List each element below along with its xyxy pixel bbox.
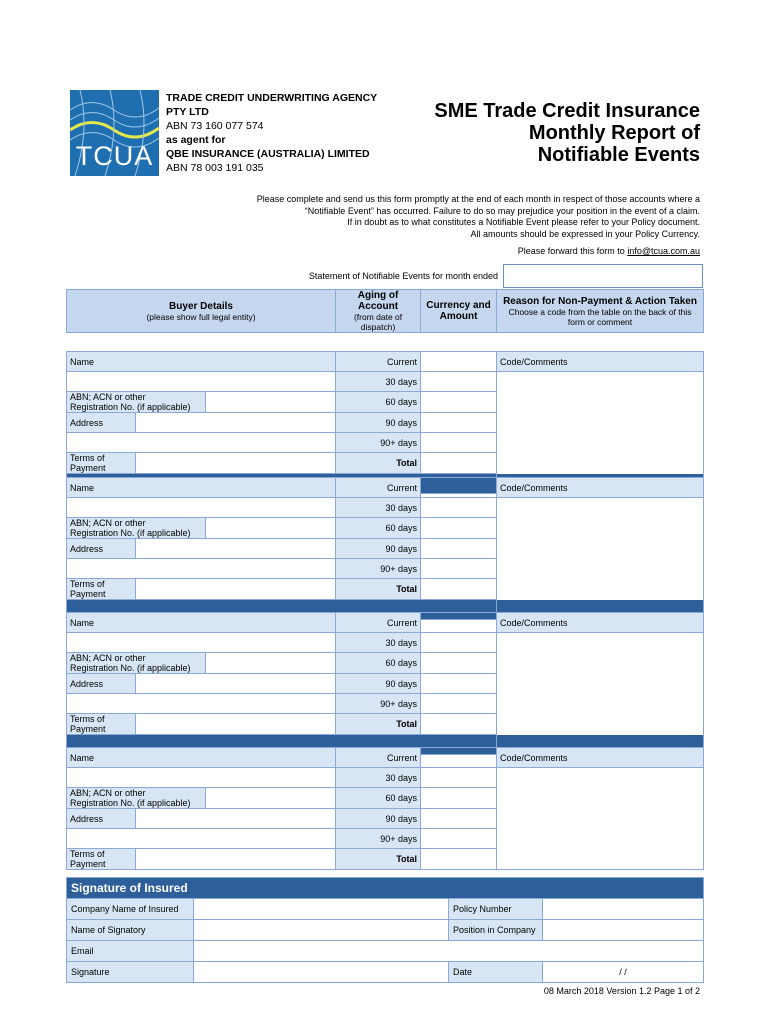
address-label: Address bbox=[67, 539, 136, 559]
aging-current: Current bbox=[336, 352, 421, 372]
abn-field[interactable] bbox=[206, 518, 336, 539]
amount-total[interactable] bbox=[421, 714, 497, 735]
intro-line: If in doubt as to what constitutes a Notifiable Event please refer to your Policy document. bbox=[347, 217, 700, 227]
name-label: Name bbox=[67, 352, 336, 372]
amount-30[interactable] bbox=[421, 372, 497, 392]
aging-90: 90 days bbox=[336, 539, 421, 559]
forward-note bbox=[518, 246, 700, 256]
amount-60[interactable] bbox=[421, 392, 497, 413]
amount-90[interactable] bbox=[421, 539, 497, 559]
amount-total[interactable] bbox=[421, 579, 497, 600]
terms-field[interactable] bbox=[136, 714, 336, 735]
intro-text bbox=[100, 194, 700, 240]
email-label: Email bbox=[67, 941, 194, 962]
currency-header: Currency and Amount bbox=[426, 300, 491, 322]
aging-90plus: 90+ days bbox=[336, 829, 421, 849]
amount-90plus[interactable] bbox=[421, 694, 497, 714]
buyer-block bbox=[66, 477, 704, 620]
title-line3: Notifiable Events bbox=[537, 144, 700, 166]
buyer-details-header: Buyer Details bbox=[169, 300, 233, 312]
terms-label: Terms of Payment bbox=[67, 714, 136, 735]
amount-90plus[interactable] bbox=[421, 829, 497, 849]
signature-heading: Signature of Insured bbox=[67, 878, 704, 899]
company-name-label: Company Name of Insured bbox=[67, 899, 194, 920]
name-label: Name bbox=[67, 613, 336, 633]
reason-header: Reason for Non-Payment & Action Taken bbox=[503, 295, 697, 307]
aging-60: 60 days bbox=[336, 653, 421, 674]
aging-90: 90 days bbox=[336, 809, 421, 829]
signature-section bbox=[66, 877, 704, 983]
title-line1: SME Trade Credit Insurance bbox=[434, 100, 700, 122]
aging-current: Current bbox=[336, 478, 421, 498]
name-label: Name bbox=[67, 478, 336, 498]
date-field[interactable]: / / bbox=[543, 962, 704, 983]
buyer-block bbox=[66, 747, 704, 870]
aging-total: Total bbox=[336, 453, 421, 474]
amount-60[interactable] bbox=[421, 653, 497, 674]
amount-90[interactable] bbox=[421, 809, 497, 829]
company-abn: ABN 73 160 077 574 bbox=[166, 120, 264, 132]
aging-90plus: 90+ days bbox=[336, 433, 421, 453]
insurer-name: QBE INSURANCE (AUSTRALIA) LIMITED bbox=[166, 148, 370, 160]
abn-field[interactable] bbox=[206, 788, 336, 809]
name-field[interactable] bbox=[67, 768, 336, 788]
terms-field[interactable] bbox=[136, 579, 336, 600]
aging-90plus: 90+ days bbox=[336, 559, 421, 579]
company-name-line1: TRADE CREDIT UNDERWRITING AGENCY bbox=[166, 92, 378, 104]
tcua-logo bbox=[70, 90, 159, 176]
address-field-2[interactable] bbox=[67, 829, 336, 849]
company-name-line2: PTY LTD bbox=[166, 106, 209, 118]
address-label: Address bbox=[67, 413, 136, 433]
notifiable-events-table bbox=[66, 289, 704, 333]
aging-total: Total bbox=[336, 579, 421, 600]
company-name-field[interactable] bbox=[194, 899, 449, 920]
name-field[interactable] bbox=[67, 633, 336, 653]
document-title bbox=[434, 100, 700, 166]
amount-30[interactable] bbox=[421, 498, 497, 518]
amount-90plus[interactable] bbox=[421, 559, 497, 579]
abn-field[interactable] bbox=[206, 653, 336, 674]
amount-current[interactable] bbox=[421, 748, 497, 768]
terms-field[interactable] bbox=[136, 849, 336, 870]
address-label: Address bbox=[67, 674, 136, 694]
aging-30: 30 days bbox=[336, 372, 421, 392]
aging-60: 60 days bbox=[336, 788, 421, 809]
aging-header: Aging of Account bbox=[357, 290, 399, 312]
name-label: Name bbox=[67, 748, 336, 768]
table-header bbox=[67, 290, 704, 333]
aging-current: Current bbox=[336, 613, 421, 633]
amount-total[interactable] bbox=[421, 453, 497, 474]
reason-subheader: Choose a code from the table on the back of this form or comment bbox=[508, 306, 692, 327]
code-comments-label: Code/Comments bbox=[497, 613, 704, 633]
signatory-label: Name of Signatory bbox=[67, 920, 194, 941]
amount-current[interactable] bbox=[421, 478, 497, 498]
email-link[interactable]: info@tcua.com.au bbox=[627, 246, 700, 256]
position-label: Position in Company bbox=[449, 920, 543, 941]
aging-30: 30 days bbox=[336, 633, 421, 653]
address-field-2[interactable] bbox=[67, 433, 336, 453]
amount-30[interactable] bbox=[421, 768, 497, 788]
abn-field[interactable] bbox=[206, 392, 336, 413]
address-field[interactable] bbox=[136, 674, 336, 694]
forward-text: Please forward this form to bbox=[517, 246, 628, 256]
intro-line: Please complete and send us this form promptly at the end of each month in respect of those accounts where a bbox=[256, 194, 700, 204]
aging-subheader: (from date of dispatch) bbox=[353, 312, 403, 332]
signature-field[interactable] bbox=[194, 962, 449, 983]
logo-text: TCUA bbox=[75, 141, 154, 171]
amount-60[interactable] bbox=[421, 788, 497, 809]
buyer-block bbox=[66, 612, 704, 755]
name-field[interactable] bbox=[67, 498, 336, 518]
amount-current[interactable] bbox=[421, 613, 497, 633]
email-field[interactable] bbox=[194, 941, 704, 962]
date-label: Date bbox=[449, 962, 543, 983]
address-field-2[interactable] bbox=[67, 559, 336, 579]
abn-label: ABN; ACN or other Registration No. (if applicable) bbox=[67, 653, 206, 674]
amount-current[interactable] bbox=[421, 352, 497, 372]
month-ended-field[interactable] bbox=[503, 264, 703, 288]
aging-current: Current bbox=[336, 748, 421, 768]
abn-label: ABN; ACN or other Registration No. (if applicable) bbox=[67, 788, 206, 809]
terms-field[interactable] bbox=[136, 453, 336, 474]
amount-90[interactable] bbox=[421, 674, 497, 694]
amount-30[interactable] bbox=[421, 633, 497, 653]
policy-number-label: Policy Number bbox=[449, 899, 543, 920]
aging-60: 60 days bbox=[336, 518, 421, 539]
abn-label: ABN; ACN or other Registration No. (if applicable) bbox=[67, 392, 206, 413]
code-comments-label: Code/Comments bbox=[497, 748, 704, 768]
title-line2: Monthly Report of bbox=[528, 122, 700, 144]
aging-30: 30 days bbox=[336, 498, 421, 518]
position-field[interactable] bbox=[543, 920, 704, 941]
intro-line: “Notifiable Event” has occurred. Failure to do so may prejudice your position in the event of a claim. bbox=[304, 205, 700, 216]
terms-label: Terms of Payment bbox=[67, 453, 136, 474]
statement-label: Statement of Notifiable Events for month ended bbox=[308, 271, 498, 281]
aging-total: Total bbox=[336, 849, 421, 870]
signatory-field[interactable] bbox=[194, 920, 449, 941]
address-field[interactable] bbox=[136, 539, 336, 559]
aging-total: Total bbox=[336, 714, 421, 735]
buyer-block bbox=[66, 351, 704, 494]
aging-60: 60 days bbox=[336, 392, 421, 413]
signature-label: Signature bbox=[67, 962, 194, 983]
amount-90[interactable] bbox=[421, 413, 497, 433]
address-label: Address bbox=[67, 809, 136, 829]
amount-total[interactable] bbox=[421, 849, 497, 870]
amount-90plus[interactable] bbox=[421, 433, 497, 453]
address-field-2[interactable] bbox=[67, 694, 336, 714]
abn-label: ABN; ACN or other Registration No. (if applicable) bbox=[67, 518, 206, 539]
code-comments-label: Code/Comments bbox=[497, 478, 704, 498]
footer-version: 08 March 2018 Version 1.2 Page 1 of 2 bbox=[543, 986, 700, 996]
name-field[interactable] bbox=[67, 372, 336, 392]
aging-90plus: 90+ days bbox=[336, 694, 421, 714]
terms-label: Terms of Payment bbox=[67, 849, 136, 870]
comments-field[interactable] bbox=[497, 768, 704, 870]
address-field[interactable] bbox=[136, 413, 336, 433]
intro-line: All amounts should be expressed in your Policy Currency. bbox=[470, 228, 700, 239]
aging-90: 90 days bbox=[336, 413, 421, 433]
aging-90: 90 days bbox=[336, 674, 421, 694]
agent-label: as agent for bbox=[166, 134, 226, 146]
address-field[interactable] bbox=[136, 809, 336, 829]
buyer-details-subheader: (please show full legal entity) bbox=[146, 311, 256, 322]
company-info bbox=[166, 91, 377, 175]
insurer-abn: ABN 78 003 191 035 bbox=[166, 162, 264, 174]
policy-number-field[interactable] bbox=[543, 899, 704, 920]
terms-label: Terms of Payment bbox=[67, 579, 136, 600]
amount-60[interactable] bbox=[421, 518, 497, 539]
code-comments-label: Code/Comments bbox=[497, 352, 704, 372]
aging-30: 30 days bbox=[336, 768, 421, 788]
